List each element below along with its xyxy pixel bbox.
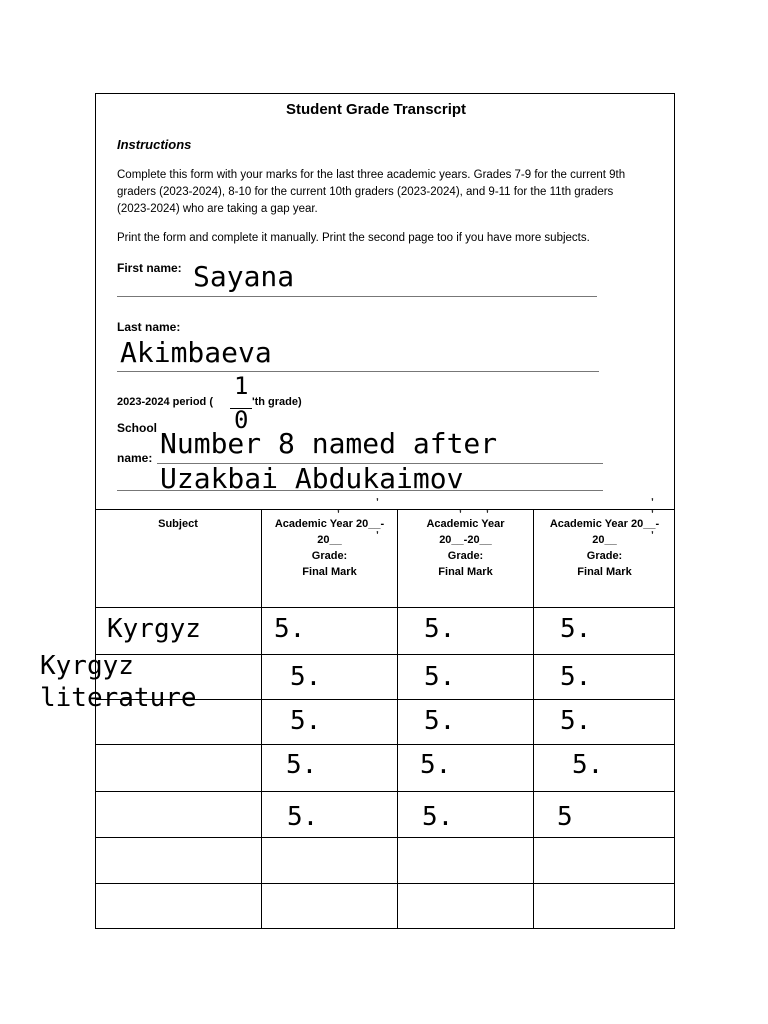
pen-mark: ʼ	[376, 530, 379, 541]
mark-cell[interactable]: 5.	[560, 614, 592, 644]
pen-mark: ʼ	[651, 509, 654, 520]
instructions-paragraph-1: Complete this form with your marks for the last three academic years. Grades 7-9 for the current 9th graders (2023-2024), 8-10 for the current 10th graders (2023-2024), and 9-11 for the 11th graders (2023-2024) who are taking a gap year.	[117, 169, 626, 215]
mark-cell[interactable]: 5.	[420, 750, 452, 780]
mark-cell[interactable]: 5.	[424, 662, 456, 692]
row-border	[95, 744, 675, 745]
school-line-2	[117, 490, 603, 491]
school-value-line2[interactable]: Uzakbai Abdukaimov	[160, 462, 464, 495]
mark-cell[interactable]: 5.	[422, 802, 454, 832]
period-value-top[interactable]: 1	[234, 372, 249, 400]
pen-mark: ʼ	[651, 530, 654, 541]
header-year-3: Academic Year 20__- 20__ Grade: Final Mark	[549, 518, 660, 578]
school-line-1	[157, 463, 603, 464]
row-border	[95, 791, 675, 792]
last-name-line	[117, 371, 599, 372]
last-name-value[interactable]: Akimbaeva	[120, 336, 272, 369]
first-name-value[interactable]: Sayana	[193, 260, 295, 293]
first-name-line	[117, 296, 597, 297]
pen-mark: ʼ	[337, 509, 340, 520]
pen-mark: ʼ	[486, 509, 489, 520]
header-year-2: Academic Year 20__-20__ Grade: Final Mark	[426, 518, 505, 578]
mark-cell[interactable]: 5.	[287, 802, 319, 832]
instructions-paragraph-2: Print the form and complete it manually. Print the second page too if you have more subjects.	[117, 232, 590, 244]
table-top-border	[95, 509, 675, 510]
mark-cell[interactable]: 5.	[290, 706, 322, 736]
mark-cell[interactable]: 5.	[286, 750, 318, 780]
school-label-line1: School	[117, 421, 158, 435]
row-border	[95, 837, 675, 838]
mark-cell[interactable]: 5	[557, 802, 573, 832]
row-border	[95, 883, 675, 884]
pen-mark: ʼ	[651, 497, 654, 508]
period-label-pre: 2023-2024 period (	[117, 396, 213, 408]
header-subject	[95, 516, 261, 532]
subject-cell[interactable]: Kyrgyz	[107, 614, 201, 644]
header-subject-label: Subject	[158, 518, 198, 530]
last-name-label: Last name:	[117, 320, 181, 334]
school-label-line2: name:	[117, 451, 153, 465]
mark-cell[interactable]: 5.	[572, 750, 604, 780]
mark-cell[interactable]: 5.	[424, 706, 456, 736]
pen-mark: ʼ	[459, 509, 462, 520]
mark-cell[interactable]: 5.	[560, 706, 592, 736]
mark-cell[interactable]: 5.	[290, 662, 322, 692]
first-name-label: First name:	[117, 261, 182, 275]
header-bottom-border	[95, 607, 675, 608]
period-value-bottom[interactable]: 0	[234, 406, 249, 434]
mark-cell[interactable]: 5.	[560, 662, 592, 692]
mark-cell[interactable]: 5.	[274, 614, 306, 644]
mark-cell[interactable]: 5.	[424, 614, 456, 644]
period-label-post: 'th grade)	[252, 396, 302, 408]
school-value-line1[interactable]: Number 8 named after	[160, 427, 498, 460]
instructions-heading: Instructions	[117, 137, 192, 152]
form-title: Student Grade Transcript	[286, 101, 467, 118]
header-year-1: Academic Year 20__- 20__ Grade: Final Mark	[274, 518, 385, 578]
transcript-form	[95, 93, 675, 929]
subject-cell[interactable]: Kyrgyz literature	[40, 651, 197, 713]
pen-mark: ʼ	[376, 497, 379, 508]
